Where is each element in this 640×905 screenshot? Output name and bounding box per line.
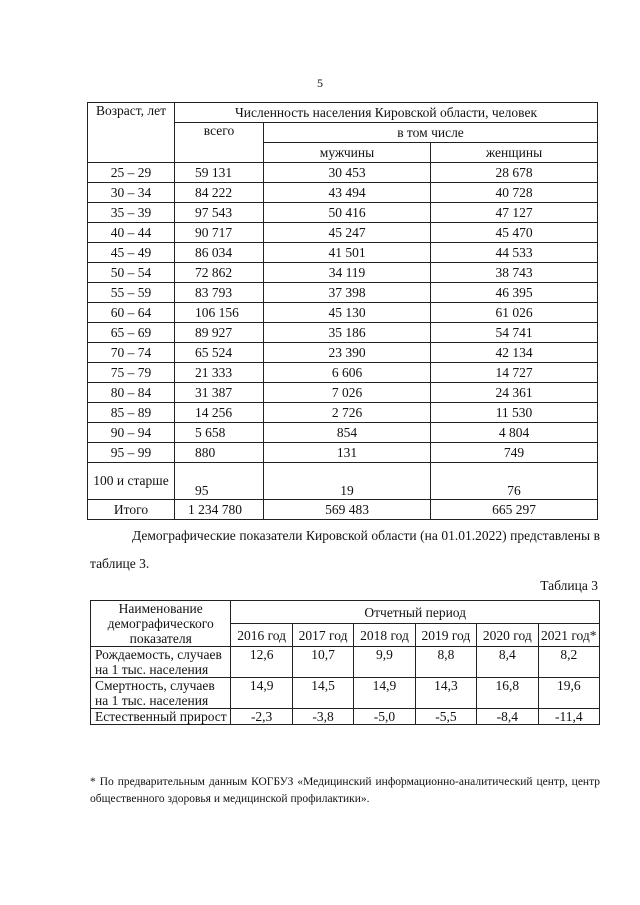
cell-age: 70 – 74 [88, 343, 175, 363]
table-row [88, 203, 598, 223]
cell-men: 45 247 [264, 223, 431, 243]
cell-men: 41 501 [264, 243, 431, 263]
cell-total: 14 256 [175, 403, 264, 423]
cell-total: 72 862 [175, 263, 264, 283]
cell-age: 75 – 79 [88, 363, 175, 383]
indicator-value: -3,8 [292, 709, 353, 725]
cell-women: 11 530 [431, 403, 598, 423]
cell-age: 40 – 44 [88, 223, 175, 243]
cell-men: 30 453 [264, 163, 431, 183]
cell-age: 25 – 29 [88, 163, 175, 183]
table-row [88, 263, 598, 283]
cell-men: 131 [264, 443, 431, 463]
cell-total: 86 034 [175, 243, 264, 263]
year-header: 2016 год [231, 624, 292, 647]
cell-total: 65 524 [175, 343, 264, 363]
indicator-value: 8,2 [538, 647, 599, 678]
table-row [91, 678, 600, 709]
indicator-value: 8,8 [415, 647, 476, 678]
table-row [88, 383, 598, 403]
cell-total: 95 [175, 463, 264, 500]
cell-total: 880 [175, 443, 264, 463]
table-row [88, 443, 598, 463]
indicator-value: 19,6 [538, 678, 599, 709]
paragraph: Демографические показатели Кировской области (на 01.01.2022) представлены в таблице 3. [90, 528, 600, 571]
cell-men: 34 119 [264, 263, 431, 283]
cell-total: 106 156 [175, 303, 264, 323]
cell-age: 50 – 54 [88, 263, 175, 283]
cell-women: 749 [431, 443, 598, 463]
table-row [88, 403, 598, 423]
cell-women: 38 743 [431, 263, 598, 283]
cell-men: 37 398 [264, 283, 431, 303]
cell-total: 83 793 [175, 283, 264, 303]
header-total: всего [175, 123, 264, 163]
header-women: женщины [431, 143, 598, 163]
table-row [88, 323, 598, 343]
table-row [88, 223, 598, 243]
year-header: 2019 год [415, 624, 476, 647]
footnote: * По предварительным данным КОГБУЗ «Медицинский информационно-аналитический центр, центр общественного здоровья и медицинской профилактики». [90, 776, 600, 805]
cell-men: 19 [264, 463, 431, 500]
table-row [88, 163, 598, 183]
year-header: 2020 год [477, 624, 538, 647]
cell-age: 90 – 94 [88, 423, 175, 443]
population-table [87, 102, 598, 520]
cell-age: 65 – 69 [88, 323, 175, 343]
cell-women: 42 134 [431, 343, 598, 363]
cell-age: 85 – 89 [88, 403, 175, 423]
demographic-table [90, 600, 600, 725]
indicator-label: Естественный прирост [91, 709, 231, 725]
indicator-value: -2,3 [231, 709, 292, 725]
cell-total: 97 543 [175, 203, 264, 223]
indicator-value: 10,7 [292, 647, 353, 678]
year-header: 2017 год [292, 624, 353, 647]
indicator-value: 8,4 [477, 647, 538, 678]
page-number: 5 [317, 76, 323, 90]
table-row [88, 423, 598, 443]
cell-men: 23 390 [264, 343, 431, 363]
cell-men: 7 026 [264, 383, 431, 403]
cell-age: 100 и старше [88, 463, 175, 500]
cell-total: 59 131 [175, 163, 264, 183]
indicator-value: 16,8 [477, 678, 538, 709]
cell-age: 95 – 99 [88, 443, 175, 463]
table-row [88, 343, 598, 363]
cell-age: 30 – 34 [88, 183, 175, 203]
cell-age: 60 – 64 [88, 303, 175, 323]
cell-women: 40 728 [431, 183, 598, 203]
t3-header-period: Отчетный период [231, 601, 600, 624]
cell-total: 31 387 [175, 383, 264, 403]
cell-women: 44 533 [431, 243, 598, 263]
cell-men: 43 494 [264, 183, 431, 203]
cell-women: 54 741 [431, 323, 598, 343]
cell-men: 35 186 [264, 323, 431, 343]
indicator-value: -5,5 [415, 709, 476, 725]
header-age: Возраст, лет [88, 103, 175, 163]
cell-men: 50 416 [264, 203, 431, 223]
table-row [88, 303, 598, 323]
cell-men: 854 [264, 423, 431, 443]
indicator-value: 12,6 [231, 647, 292, 678]
cell-age: 35 – 39 [88, 203, 175, 223]
cell-women: 61 026 [431, 303, 598, 323]
cell-total: 90 717 [175, 223, 264, 243]
cell-total: 89 927 [175, 323, 264, 343]
cell-total: 21 333 [175, 363, 264, 383]
cell-total: 84 222 [175, 183, 264, 203]
header-men: мужчины [264, 143, 431, 163]
cell-women: 24 361 [431, 383, 598, 403]
table-row [91, 709, 600, 725]
indicator-value: 14,9 [231, 678, 292, 709]
table-row [88, 243, 598, 263]
total-women: 665 297 [431, 500, 598, 520]
year-header: 2021 год* [538, 624, 599, 647]
cell-total: 5 658 [175, 423, 264, 443]
cell-women: 28 678 [431, 163, 598, 183]
indicator-label: Смертность, случаев на 1 тыс. населения [91, 678, 231, 709]
total-men: 569 483 [264, 500, 431, 520]
t3-header-name: Наименование демографического показателя [91, 601, 231, 647]
header-including: в том числе [264, 123, 598, 143]
cell-men: 45 130 [264, 303, 431, 323]
cell-women: 14 727 [431, 363, 598, 383]
table3-caption: Таблица 3 [540, 578, 598, 593]
indicator-value: 9,9 [354, 647, 415, 678]
cell-women: 4 804 [431, 423, 598, 443]
indicator-value: -11,4 [538, 709, 599, 725]
indicator-value: 14,3 [415, 678, 476, 709]
cell-age: 80 – 84 [88, 383, 175, 403]
table-row [88, 283, 598, 303]
indicator-value: 14,5 [292, 678, 353, 709]
cell-age: 55 – 59 [88, 283, 175, 303]
cell-women: 47 127 [431, 203, 598, 223]
indicator-value: -5,0 [354, 709, 415, 725]
total-all: 1 234 780 [175, 500, 264, 520]
cell-age: 45 – 49 [88, 243, 175, 263]
indicator-value: -8,4 [477, 709, 538, 725]
indicator-value: 14,9 [354, 678, 415, 709]
header-title: Численность населения Кировской области, человек [175, 103, 598, 123]
table-row [88, 363, 598, 383]
cell-women: 46 395 [431, 283, 598, 303]
cell-men: 2 726 [264, 403, 431, 423]
table-row [88, 463, 598, 500]
indicator-label: Рождаемость, случаев на 1 тыс. населения [91, 647, 231, 678]
cell-women: 45 470 [431, 223, 598, 243]
cell-men: 6 606 [264, 363, 431, 383]
year-header: 2018 год [354, 624, 415, 647]
table-row [88, 183, 598, 203]
cell-women: 76 [431, 463, 598, 500]
table-row [91, 647, 600, 678]
total-label: Итого [88, 500, 175, 520]
